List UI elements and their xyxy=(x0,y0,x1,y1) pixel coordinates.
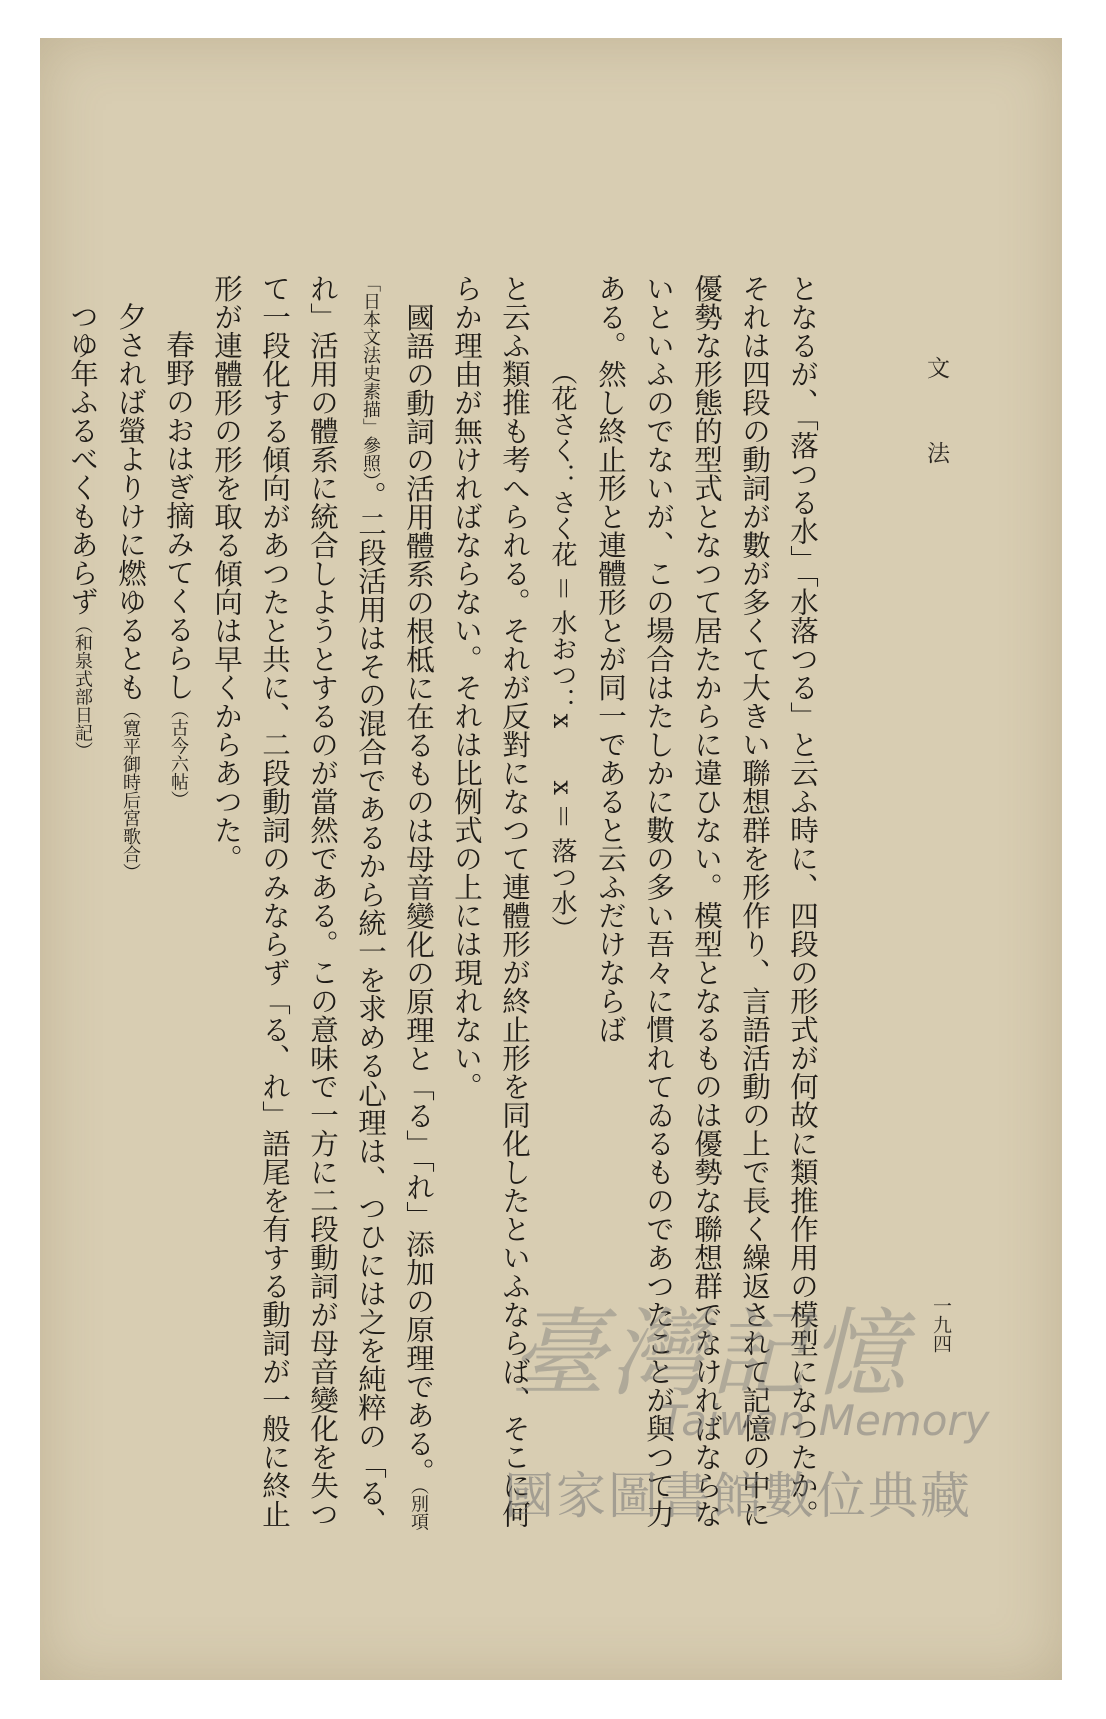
running-header-title: 文法 xyxy=(923,356,949,526)
cross-reference-note: （別項「日本文法史素描」參照） xyxy=(360,274,429,1531)
paragraph-3-continuation: 。二段活用はその混合であるから統一を求める心理は、つひには之を純粹の「る、れ」活用の體系に統合しようとするのが當然である。この意味で一方に二段動詞が母音變化を失つて一段化する傾向があつたと共に、二段動詞のみならず「る、れ」語尾を有する動詞が一般に終止形が連體形の形を取る傾向は早くからあつた。 xyxy=(210,274,387,1536)
page-number: 一九四 xyxy=(930,1296,952,1353)
poem-1-text: 春野のおはぎ摘みてくるらし xyxy=(162,330,195,701)
body-text xyxy=(66,274,826,1554)
poem-2-source: （寛平御時后宮歌合） xyxy=(120,701,141,881)
watermark-english: Taiwan Memory xyxy=(660,1396,990,1445)
poem-quote-3 xyxy=(58,274,106,1554)
poem-3-text: つゆ年ふるべくもあらず xyxy=(66,302,99,616)
paragraph-3-text: 國語の動詞の活用體系の根柢に在るものは母音變化の原理と「る」「れ」添加の原理である。 xyxy=(402,302,435,1486)
poem-2-text: 夕されば螢よりけに燃ゆるとも xyxy=(114,302,147,701)
poem-quote-2 xyxy=(106,274,154,1554)
analogy-formula: （花さく：さく花 ＝ 水おつ：x x ＝ 落つ水） xyxy=(547,359,577,942)
watermark-logo: 臺灣記憶 xyxy=(510,1298,910,1410)
scanned-page xyxy=(40,38,1062,1680)
poem-quote-1 xyxy=(154,274,202,1554)
poem-1-source: （古今六帖） xyxy=(168,700,189,809)
paragraph-2: と云ふ類推も考へられる。それが反對になつて連體形が終止形を同化したといふならば、そこに何らか理由が無ければならない。それは比例式の上には現れない。 xyxy=(450,274,531,1528)
paragraph-1: となるが、「落つる水」「水落つる」と云ふ時に、四段の形式が何故に類推作用の模型になつたか。それは四段の動詞が數が多くて大きい聯想群を形作り、言語活動の上で長く繰返されて記憶の中に優勢な形態的型式となつて居たからに違ひない。模型となるものは優勢な聯想群でなければならないといふのでないが、この場合はたしかに數の多い吾々に慣れてゐるものであつたことが與つて力ある。然し終止形と連體形とが同一であると云ふだけならば xyxy=(594,274,819,1528)
watermark-institution: 國家圖書館數位典藏 xyxy=(504,1467,972,1525)
paragraph-3 xyxy=(202,274,442,1554)
poem-3-source: （和泉式部日記） xyxy=(72,615,93,760)
